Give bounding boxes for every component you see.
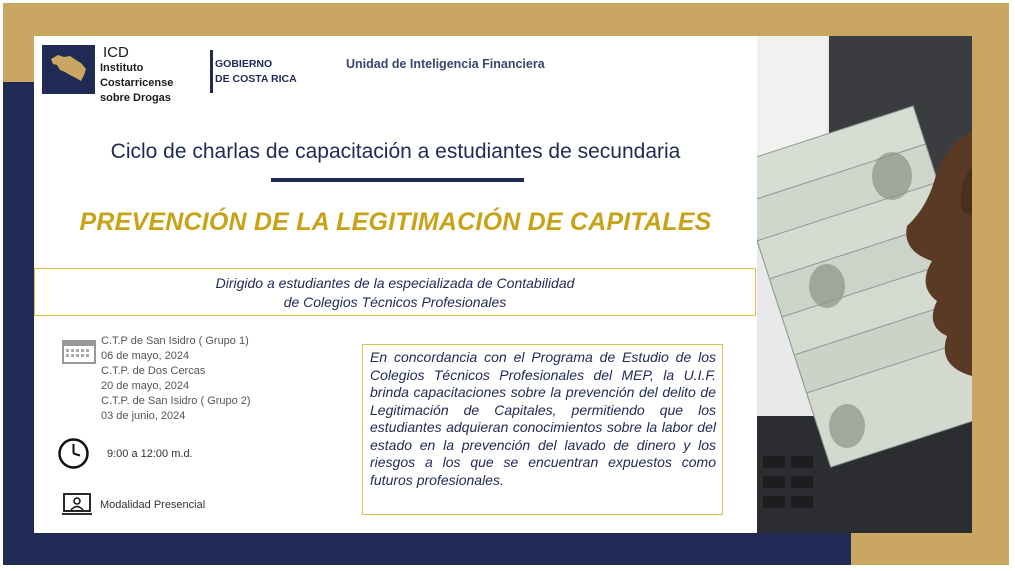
audience-box bbox=[34, 268, 756, 316]
schedule-date-3: 03 de junio, 2024 bbox=[101, 410, 186, 422]
navy-accent-bottom bbox=[3, 531, 851, 565]
event-time: 9:00 a 12:00 m.d. bbox=[107, 448, 193, 460]
description-box: En concordancia con el Programa de Estudio de los Colegios Técnicos Profesionales del MEP, la U.I.F. brinda capacitaciones sobre la prevención del delito de Legitimación de Capitales, permitiendo que los estudiantes adquieran conocimientos sobre la labor del estado en la prevención del lavado de dinero y los riesgos a los que se encuentran expuestos como futuros profesionales. bbox=[362, 344, 723, 515]
money-photo bbox=[757, 36, 972, 533]
schedule-place-1: C.T.P de San Isidro ( Grupo 1) bbox=[101, 335, 249, 347]
schedule-list bbox=[101, 334, 251, 424]
government-divider bbox=[210, 50, 213, 93]
clock-icon bbox=[57, 437, 90, 470]
calendar-icon bbox=[62, 338, 96, 364]
schedule-date-2: 20 de mayo, 2024 bbox=[101, 380, 190, 392]
icd-acronym: ICD bbox=[103, 44, 129, 61]
costa-rica-map-icon bbox=[48, 51, 90, 87]
presentation-icon bbox=[62, 492, 92, 518]
event-modality: Modalidad Presencial bbox=[100, 499, 206, 511]
audience-line-2: de Colegios Técnicos Profesionales bbox=[283, 294, 507, 310]
schedule-place-3: C.T.P. de San Isidro ( Grupo 2) bbox=[101, 395, 251, 407]
page-subtitle: Ciclo de charlas de capacitación a estudiantes de secundaria bbox=[110, 140, 681, 163]
schedule-place-2: C.T.P. de Dos Cercas bbox=[101, 365, 206, 377]
government-label: GOBIERNO DE COSTA RICA bbox=[215, 58, 297, 85]
unit-name: Unidad de Inteligencia Financiera bbox=[346, 57, 545, 71]
schedule-date-1: 06 de mayo, 2024 bbox=[101, 350, 190, 362]
subtitle-underline bbox=[271, 178, 524, 182]
page-title: PREVENCIÓN DE LA LEGITIMACIÓN DE CAPITALES bbox=[79, 208, 712, 236]
audience-line-1: Dirigido a estudiantes de la especializada de Contabilidad bbox=[215, 275, 575, 291]
institute-name: Instituto Costarricense sobre Drogas bbox=[100, 62, 174, 104]
icd-logo bbox=[42, 45, 95, 94]
